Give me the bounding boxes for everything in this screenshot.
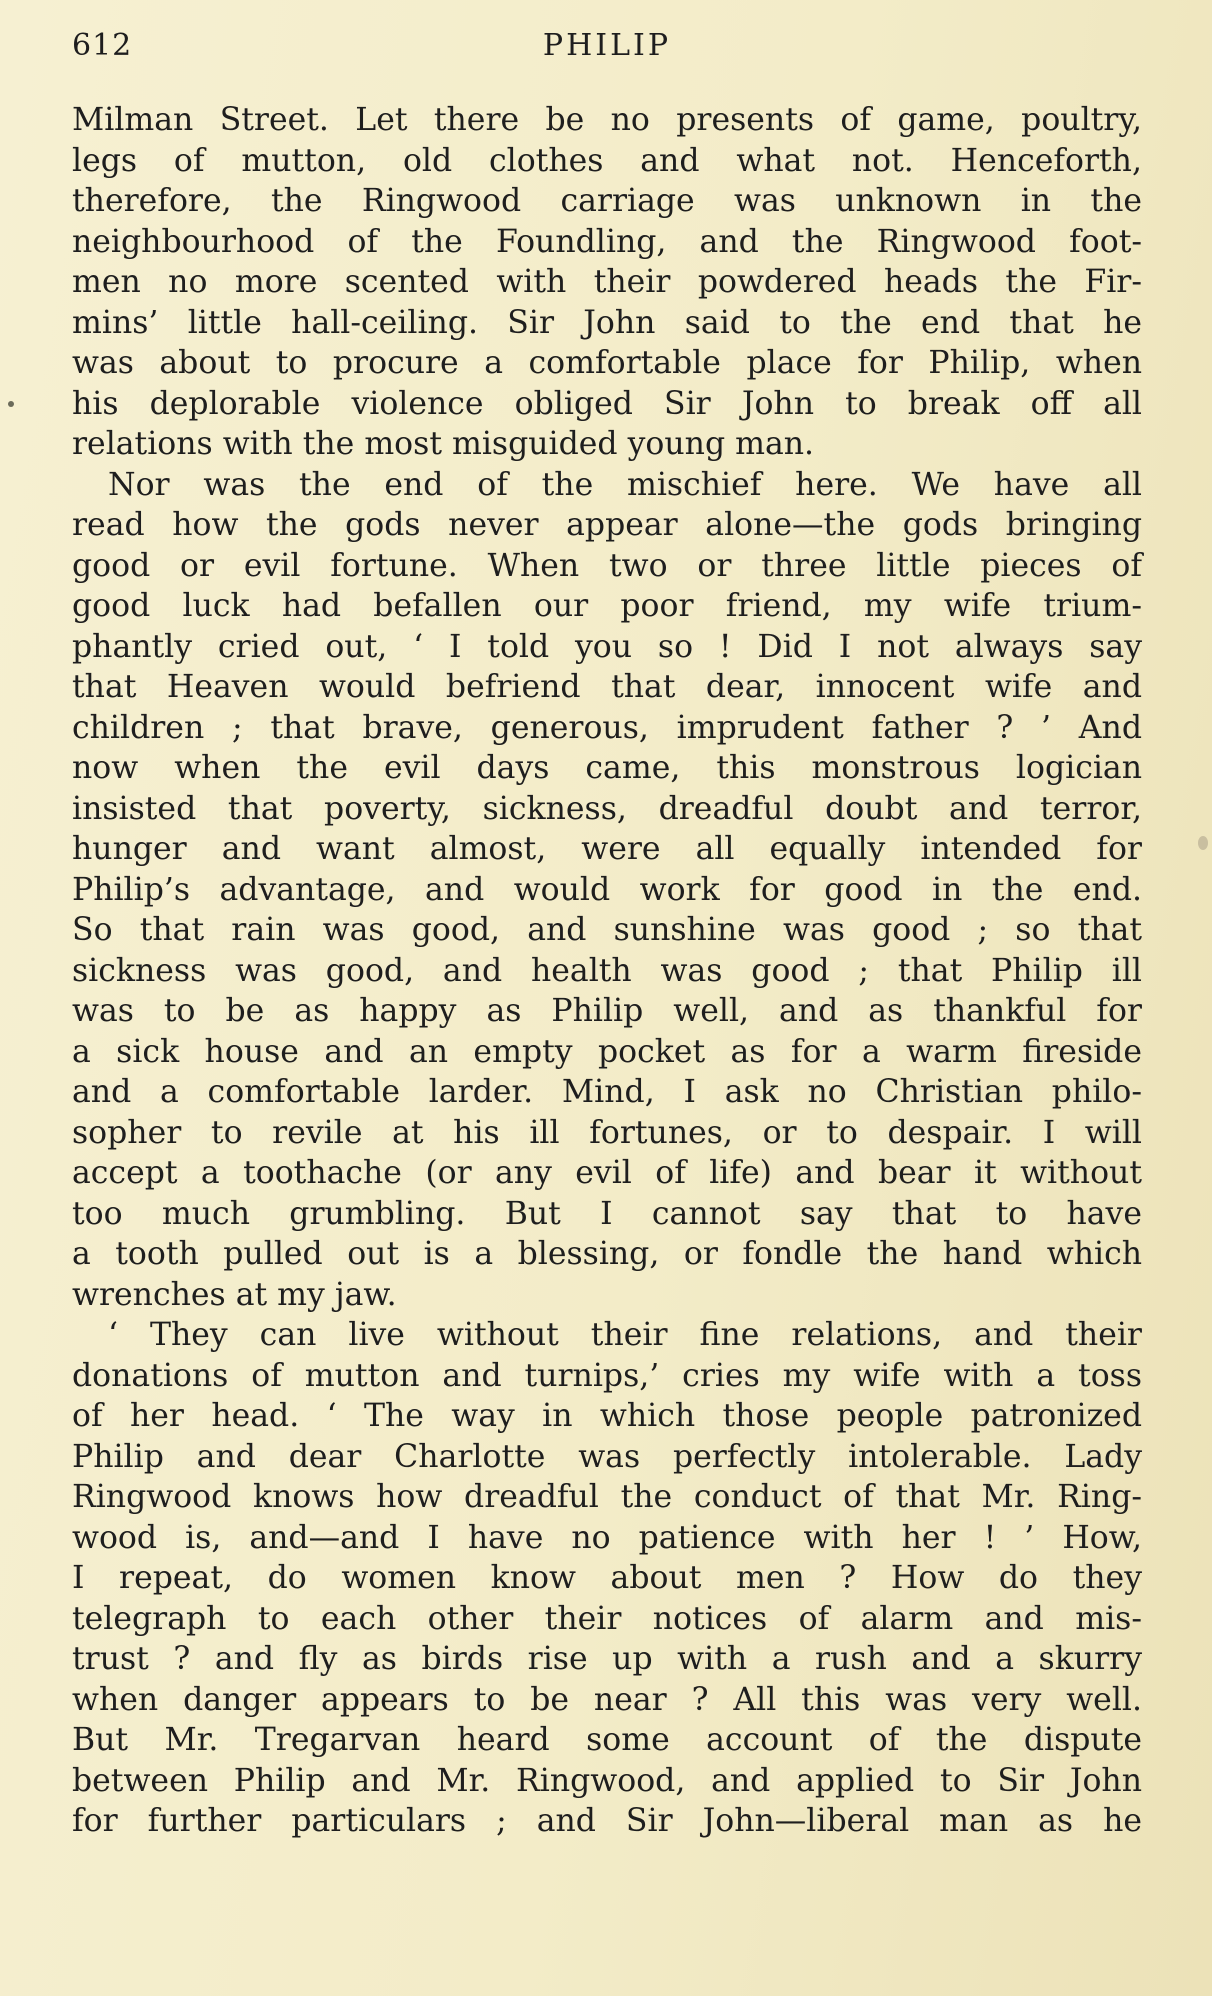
text-line: read how the gods never appear alone—the gods bringing — [72, 507, 1142, 543]
text-line: wood is, and—and I have no patience with her ! ’ How, — [72, 1519, 1142, 1556]
text-line: that Heaven would befriend that dear, innocent wife and — [72, 669, 1142, 705]
text-line: telegraph to each other their notices of alarm and mis- — [72, 1600, 1142, 1637]
text-line: good luck had befallen our poor friend, my wife trium- — [72, 588, 1142, 624]
running-head — [72, 24, 1142, 74]
text-line: legs of mutton, old clothes and what not. Henceforth, — [72, 142, 1142, 179]
text-line: trust ? and fly as birds rise up with a rush and a skurry — [72, 1641, 1142, 1677]
text-line: hunger and want almost, were all equally intended for — [72, 831, 1142, 867]
text-line: when danger appears to be near ? All this was very well. — [72, 1681, 1142, 1718]
text-line: ‘ They can live without their fine relations, and their — [108, 1317, 1142, 1353]
text-line: But Mr. Tregarvan heard some account of the dispute — [72, 1722, 1142, 1758]
text-line: sickness was good, and health was good ; that Philip ill — [72, 952, 1142, 989]
text-line: and a comfortable larder. Mind, I ask no Christian philo- — [72, 1074, 1142, 1110]
text-line: was to be as happy as Philip well, and as thankful for — [72, 993, 1142, 1029]
text-line: neighbourhood of the Foundling, and the Ringwood foot- — [72, 223, 1142, 260]
text-line: relations with the most misguided young man. — [72, 426, 815, 462]
text-line: mins’ little hall-ceiling. Sir John said to the end that he — [72, 304, 1142, 341]
text-line: was about to procure a comfortable place for Philip, when — [72, 345, 1142, 381]
text-line: accept a toothache (or any evil of life) and bear it without — [72, 1155, 1142, 1191]
text-line: Philip and dear Charlotte was perfectly intolerable. Lady — [72, 1438, 1142, 1475]
body-text — [72, 100, 1142, 1842]
text-line: his deplorable violence obliged Sir John to break off all — [72, 385, 1142, 422]
margin-dot — [8, 401, 14, 407]
text-line: good or evil fortune. When two or three little pieces of — [72, 547, 1142, 584]
text-line: between Philip and Mr. Ringwood, and applied to Sir John — [72, 1762, 1142, 1799]
text-line: sopher to revile at his ill fortunes, or to despair. I will — [72, 1114, 1142, 1151]
text-line: now when the evil days came, this monstrous logician — [72, 750, 1142, 786]
running-title: PHILIP — [542, 28, 672, 63]
text-line: of her head. ‘ The way in which those people patronized — [72, 1398, 1142, 1434]
page-number: 612 — [72, 28, 133, 63]
text-line: for further particulars ; and Sir John—liberal man as he — [72, 1803, 1142, 1839]
page-edge-blemish — [1198, 836, 1208, 850]
text-line: therefore, the Ringwood carriage was unknown in the — [72, 183, 1142, 219]
text-line: So that rain was good, and sunshine was good ; so that — [72, 912, 1142, 948]
text-line: too much grumbling. But I cannot say that to have — [72, 1195, 1142, 1232]
text-line: a sick house and an empty pocket as for a warm fireside — [72, 1033, 1142, 1070]
text-line: children ; that brave, generous, imprudent father ? ’ And — [72, 709, 1142, 746]
text-line: donations of mutton and turnips,’ cries my wife with a toss — [72, 1357, 1142, 1394]
text-line: wrenches at my jaw. — [72, 1276, 397, 1313]
text-line: phantly cried out, ‘ I told you so ! Did I not always say — [72, 628, 1142, 665]
text-line: Nor was the end of the mischief here. We have all — [108, 466, 1142, 503]
text-line: a tooth pulled out is a blessing, or fondle the hand which — [72, 1236, 1142, 1272]
text-line: insisted that poverty, sickness, dreadful doubt and terror, — [72, 790, 1142, 827]
text-line: Ringwood knows how dreadful the conduct of that Mr. Ring- — [72, 1479, 1142, 1515]
text-line: Milman Street. Let there be no presents of game, poultry, — [72, 102, 1142, 138]
text-line: I repeat, do women know about men ? How do they — [72, 1560, 1142, 1596]
text-line: Philip’s advantage, and would work for good in the end. — [72, 871, 1142, 908]
text-line: men no more scented with their powdered heads the Fir- — [72, 264, 1142, 300]
